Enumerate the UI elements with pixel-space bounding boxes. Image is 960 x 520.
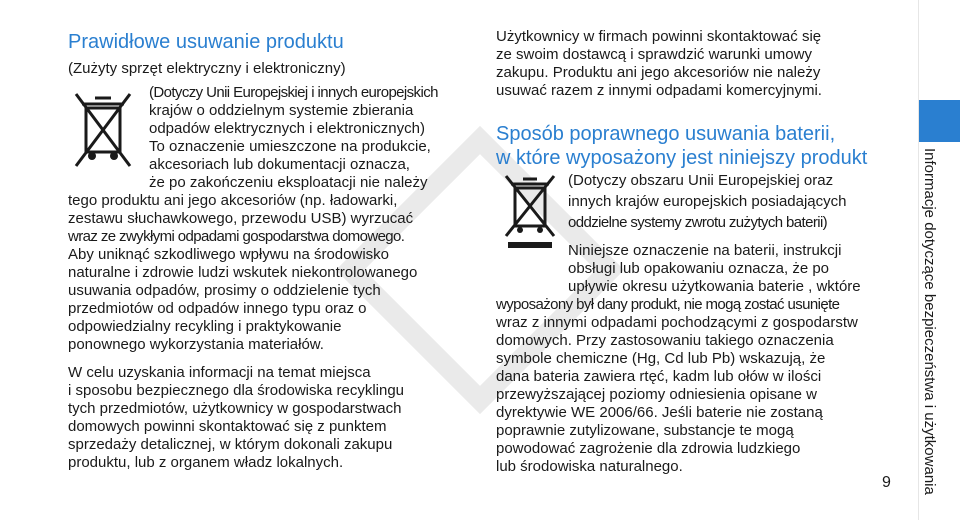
business-line-2: ze swoim dostawcą i sprawdzić warunki umowy [496, 46, 812, 63]
section-title-product-disposal: Prawidłowe usuwanie produktu [68, 31, 344, 53]
body-line-9: ponownego wykorzystania materiałów. [68, 336, 324, 353]
battery-para-line-9: powodować zagrożenie dla zdrowia ludzkiego [496, 440, 801, 457]
body-line-5: naturalne i zdrowie ludzi wskutek niekontrolowanego [68, 264, 418, 281]
intro-line-2: krajów o oddzielnym systemie zbierania [149, 102, 414, 119]
body-line-6: usuwania odpadów, prosimy o oddzielenie tych [68, 282, 381, 299]
battery-para-line-4: symbole chemiczne (Hg, Cd lub Pb) wskazują, że [496, 350, 826, 367]
subtitle-weee: (Zużyty sprzęt elektryczny i elektroniczny) [68, 60, 346, 77]
battery-para-line-8: poprawnie zutylizowane, substancje te mogą [496, 422, 794, 439]
para2-line-5: sprzedaży detalicznej, w którym dokonali zakupu [68, 436, 393, 453]
battery-para-line-2: wraz z innymi odpadami pochodzącymi z gospodarstw [496, 314, 858, 331]
battery-intro-line-1: (Dotyczy obszaru Unii Europejskiej oraz [568, 172, 834, 189]
section-title-battery-line-2: w które wyposażony jest niniejszy produkt [496, 147, 868, 169]
chapter-tab-marker [919, 100, 960, 142]
body-line-1: tego produktu ani jego akcesoriów (np. ładowarki, [68, 192, 398, 209]
body-line-7: przedmiotów od odpadów innego typu oraz o [68, 300, 367, 317]
battery-para-line-1: wyposażony był dany produkt, nie mogą zostać usunięte [496, 296, 840, 313]
chapter-vertical-label: Informacje dotyczące bezpieczeństwa i użytkowania [921, 148, 938, 495]
intro-line-5: akcesoriach lub dokumentacji oznacza, [149, 156, 410, 173]
section-title-battery-line-1: Sposób poprawnego usuwania baterii, [496, 123, 836, 145]
battery-intro-line-3: oddzielne systemy zwrotu zużytych baterii) [568, 214, 828, 231]
battery-intro-line-2: innych krajów europejskich posiadających [568, 193, 847, 210]
business-line-1: Użytkownicy w firmach powinni skontaktować się [496, 28, 822, 45]
para2-line-6: produktu, lub z organem władz lokalnych. [68, 454, 344, 471]
business-line-3: zakupu. Produktu ani jego akcesoriów nie należy [496, 64, 821, 81]
battery-para-line-7: dyrektywie WE 2006/66. Jeśli baterie nie zostaną [496, 404, 823, 421]
body-line-4: Aby uniknąć szkodliwego wpływu na środowisko [68, 246, 389, 263]
crossed-out-wheelie-bin-icon [68, 86, 138, 176]
battery-para-indent-3: upływie okresu użytkowania baterie , wktóre [568, 278, 861, 295]
para2-line-1: W celu uzyskania informacji na temat miejsca [68, 364, 371, 381]
battery-para-indent-2: obsługi lub opakowaniu oznacza, że po [568, 260, 830, 277]
battery-para-indent-1: Niniejsze oznaczenie na baterii, instrukcji [568, 242, 842, 259]
business-line-4: usuwać razem z innymi odpadami komercyjnymi. [496, 82, 822, 99]
page-number: 9 [882, 474, 891, 491]
intro-line-6: że po zakończeniu eksploatacji nie należy [149, 174, 428, 191]
battery-para-line-5: dana bateria zawiera rtęć, kadm lub ołów w ilości [496, 368, 822, 385]
battery-para-line-10: lub środowiska naturalnego. [496, 458, 683, 475]
intro-line-1: (Dotyczy Unii Europejskiej i innych europejskich [149, 84, 438, 101]
intro-line-4: To oznaczenie umieszczone na produkcie, [149, 138, 431, 155]
battery-para-line-3: domowych. Przy zastosowaniu takiego oznaczenia [496, 332, 834, 349]
intro-line-3: odpadów elektrycznych i elektronicznych) [149, 120, 425, 137]
crossed-out-battery-bin-icon [500, 170, 560, 250]
para2-line-3: tych przedmiotów, użytkownicy w gospodarstwach [68, 400, 402, 417]
body-line-3: wraz ze zwykłymi odpadami gospodarstwa domowego. [68, 228, 405, 245]
para2-line-4: domowych powinni skontaktować się z punktem [68, 418, 387, 435]
battery-para-line-6: przewyższającej poziomy odniesienia opisane w [496, 386, 817, 403]
body-line-8: odpowiedzialny recykling i praktykowanie [68, 318, 342, 335]
para2-line-2: i sposobu bezpiecznego dla środowiska recyklingu [68, 382, 405, 399]
body-line-2: zestawu słuchawkowego, przewodu USB) wyrzucać [68, 210, 414, 227]
